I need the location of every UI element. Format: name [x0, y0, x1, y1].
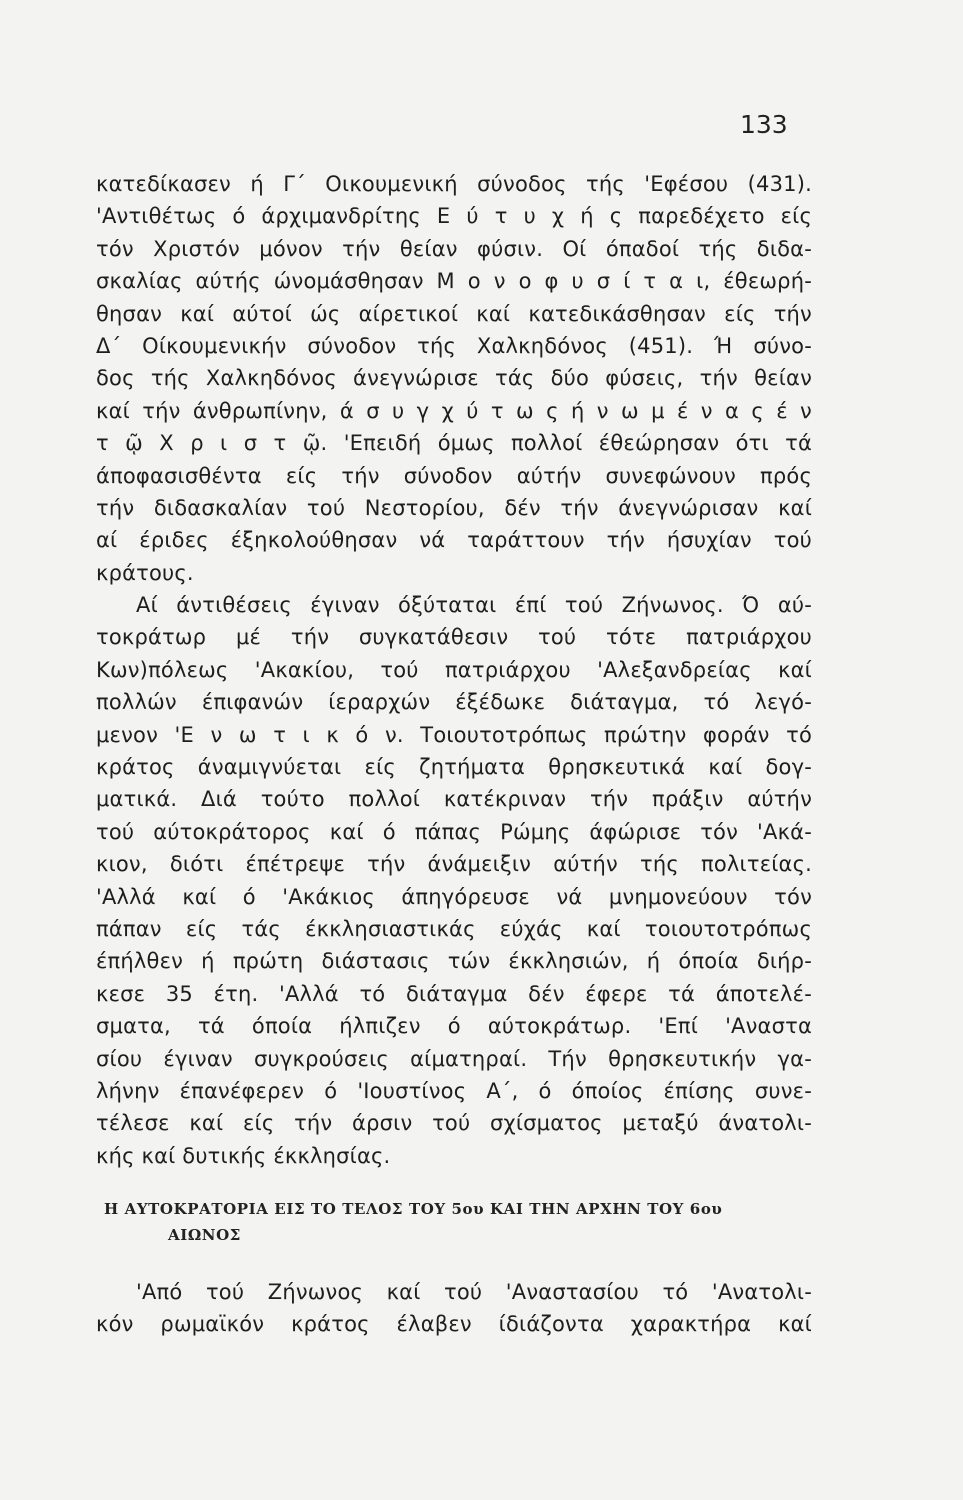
text-line: τέλεσε καί είς τήν άρσιν τού σχίσματος μεταξύ άνατολι-: [96, 1111, 812, 1136]
text-line: σκαλίας αύτής ώνομάσθησαν Μ ο ν ο φ υ σ ί τ α ι, έθεωρή-: [96, 269, 812, 294]
text-line: λήνην έπανέφερεν ό 'Ιουστίνος Α΄, ό όποίος έπίσης συνε-: [96, 1078, 812, 1103]
body-text: [96, 168, 812, 1172]
text-line: πάπαν είς τάς έκκλησιαστικάς εύχάς καί τοιουτοτρόπως: [96, 916, 812, 941]
text-line: τοκράτωρ μέ τήν συγκατάθεσιν τού τότε πατριάρχου: [96, 625, 812, 650]
text-line: τ ῷ Χ ρ ι σ τ ῷ. 'Επειδή όμως πολλοί έθεώρησαν ότι τά: [96, 431, 812, 456]
text-line: πολλών έπιφανών ίεραρχών έξέδωκε διάταγμα, τό λεγό-: [96, 690, 812, 715]
text-line: τόν Χριστόν μόνον τήν θείαν φύσιν. Οί όπαδοί τής διδα-: [96, 236, 812, 261]
text-line: κράτους.: [96, 560, 194, 585]
text-line: κής καί δυτικής έκκλησίας.: [96, 1143, 391, 1168]
text-line: ματικά. Διά τούτο πολλοί κατέκριναν τήν πράξιν αύτήν: [96, 787, 812, 812]
text-line: θησαν καί αύτοί ώς αίρετικοί καί κατεδικάσθησαν είς τήν: [96, 301, 812, 326]
page-number: 133: [740, 110, 788, 139]
section-heading: [104, 1196, 820, 1248]
text-line: κιον, διότι έπέτρεψε τήν άνάμειξιν αύτήν τής πολιτείας.: [96, 852, 812, 877]
text-line: Αί άντιθέσεις έγιναν όξύταται έπί τού Ζήνωνος. Ό αύ-: [136, 593, 812, 618]
text-line: κράτος άναμιγνύεται είς ζητήματα θρησκευτικά καί δογ-: [96, 755, 812, 780]
text-line: άποφασισθέντα είς τήν σύνοδον αύτήν συνεφώνουν πρός: [96, 463, 812, 488]
text-line: τήν διδασκαλίαν τού Νεστορίου, δέν τήν άνεγνώρισαν καί: [96, 495, 812, 520]
text-line: 'Από τού Ζήνωνος καί τού 'Αναστασίου τό 'Ανατολι-: [136, 1280, 812, 1304]
text-line: σίου έγιναν συγκρούσεις αίματηραί. Τήν θρησκευτικήν γα-: [96, 1046, 812, 1071]
body-text-continued: [96, 1276, 812, 1341]
text-line: δος τής Χαλκηδόνος άνεγνώρισε τάς δύο φύσεις, τήν θείαν: [96, 366, 812, 391]
text-line: έπήλθεν ή πρώτη διάστασις τών έκκλησιών, ή όποία διήρ-: [96, 949, 812, 974]
text-line: τού αύτοκράτορος καί ό πάπας Ρώμης άφώρισε τόν 'Ακά-: [96, 819, 812, 844]
text-line: καί τήν άνθρωπίνην, ά σ υ γ χ ύ τ ω ς ή ν ω μ έ ν α ς έ ν: [96, 398, 812, 423]
text-line: κεσε 35 έτη. 'Αλλά τό διάταγμα δέν έφερε τά άποτελέ-: [96, 981, 812, 1006]
text-line: 'Αντιθέτως ό άρχιμανδρίτης Ε ύ τ υ χ ή ς παρεδέχετο είς: [96, 204, 812, 229]
text-line: Δ΄ Οίκουμενικήν σύνοδον τής Χαλκηδόνος (451). Ή σύνο-: [96, 333, 812, 358]
text-line: κόν ρωμαϊκόν κράτος έλαβεν ίδιάζοντα χαρακτήρα καί: [96, 1312, 812, 1337]
heading-line: Η ΑΥΤΟΚΡΑΤΟΡΙΑ ΕΙΣ ΤΟ ΤΕΛΟΣ ΤΟΥ 5ου ΚΑΙ ΤΗΝ ΑΡΧΗΝ ΤΟΥ 6ου: [104, 1200, 723, 1218]
text-line: 'Αλλά καί ό 'Ακάκιος άπηγόρευσε νά μνημονεύουν τόν: [96, 884, 812, 909]
text-line: Κων)πόλεως 'Ακακίου, τού πατριάρχου 'Αλεξανδρείας καί: [96, 657, 812, 682]
heading-line: ΑΙΩΝΟΣ: [168, 1226, 241, 1244]
text-line: σματα, τά όποία ήλπιζεν ό αύτοκράτωρ. 'Επί 'Αναστα: [96, 1014, 812, 1039]
text-line: αί έριδες έξηκολούθησαν νά ταράττουν τήν ήσυχίαν τού: [96, 528, 812, 553]
text-line: μενον 'Ε ν ω τ ι κ ό ν. Τοιουτοτρόπως πρώτην φοράν τό: [96, 722, 812, 747]
text-line: κατεδίκασεν ή Γ΄ Οικουμενική σύνοδος τής 'Εφέσου (431).: [96, 172, 812, 196]
